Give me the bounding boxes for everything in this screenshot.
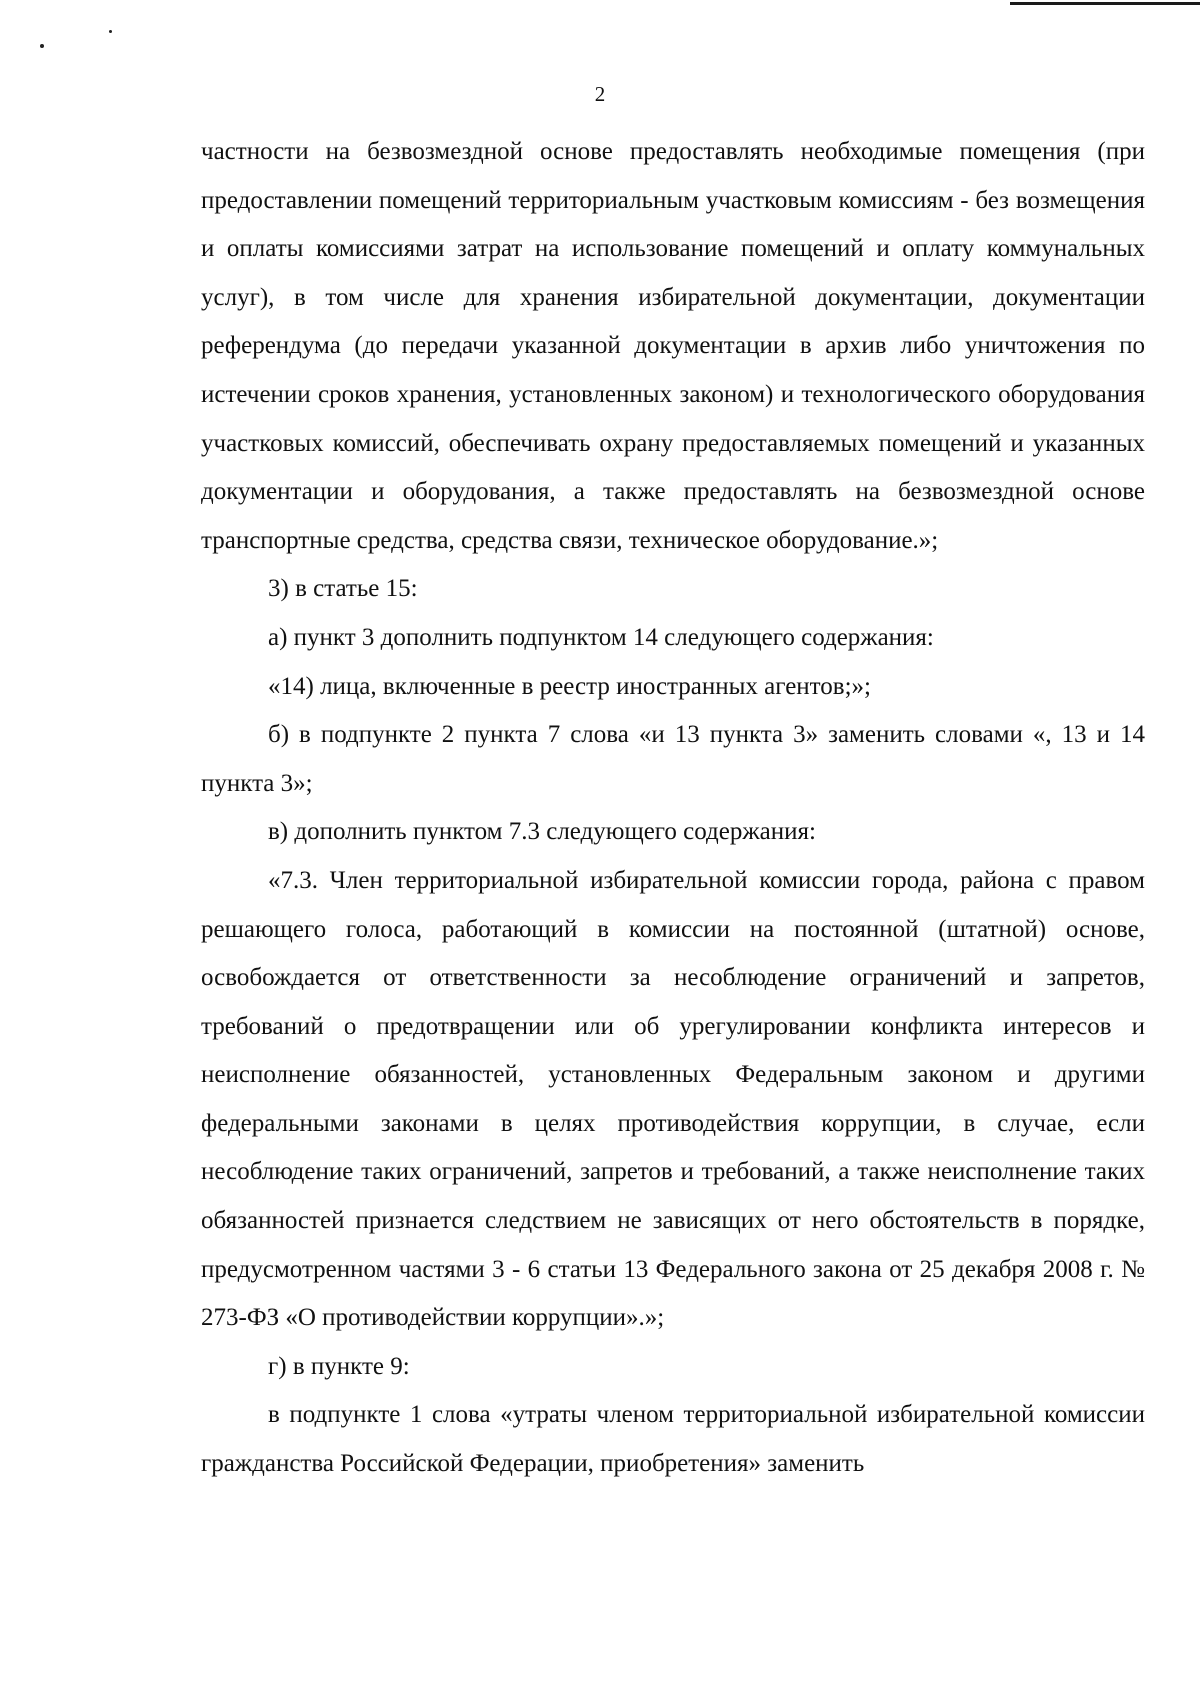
paragraph-point-7-3: «7.3. Член территориальной избирательной комиссии города, района с правом решающего голоса, работающий в комиссии на постоянной (штатной) основе, освобождается от ответственности за несоблюдение ограничений и запретов, требований о предотвращении или об урегулировании конфликта интересов и неисполнение обязанностей, установленных Федеральным законом и другими федеральными законами в целях противодействия коррупции, в случае, если несоблюдение таких ограничений, запретов и требований, а также неисполнение таких обязанностей признается следствием не зависящих от него обстоятельств в порядке, предусмотренном частями 3 - 6 статьи 13 Федерального закона от 25 декабря 2008 г. № 273-ФЗ «О противодействии коррупции».»; bbox=[201, 866, 1145, 1332]
page-number: 2 bbox=[594, 82, 606, 106]
paragraph-continuation: частности на безвозмездной основе предоставлять необходимые помещения (при предоставлении помещений территориальным участковым комиссиям - без возмещения и оплаты комиссиями затрат на использование помещений и оплату коммунальных услуг), в том числе для хранения избирательной документации, документации референдума (до передачи указанной документации в архив либо уничтожения по истечении сроков хранения, установленных законом) и технологического оборудования участковых комиссий, обеспечивать охрану предоставляемых помещений и указанных документации и оборудования, а также предоставлять на безвозмездной основе транспортные средства, средства связи, техническое оборудование.»; bbox=[201, 138, 1145, 554]
paragraph-item-a: а) пункт 3 дополнить подпунктом 14 следующего содержания: bbox=[268, 623, 934, 651]
scan-speck bbox=[109, 30, 112, 33]
paragraph-item-v: в) дополнить пунктом 7.3 следующего содержания: bbox=[268, 818, 816, 846]
paragraph-article-15: 3) в статье 15: bbox=[268, 575, 418, 603]
scan-edge-rule bbox=[1010, 2, 1200, 5]
paragraph-subitem-1: в подпункте 1 слова «утраты членом территориальной избирательной комиссии гражданства Российской Федерации, приобретения» заменить bbox=[201, 1401, 1145, 1478]
paragraph-item-g: г) в пункте 9: bbox=[268, 1352, 410, 1380]
document-body bbox=[201, 128, 1145, 1489]
paragraph-subitem-14: «14) лица, включенные в реестр иностранных агентов;»; bbox=[268, 672, 871, 700]
paragraph-item-b: б) в подпункте 2 пункта 7 слова «и 13 пункта 3» заменить словами «, 13 и 14 пункта 3»; bbox=[201, 721, 1145, 797]
scan-speck bbox=[40, 44, 44, 48]
